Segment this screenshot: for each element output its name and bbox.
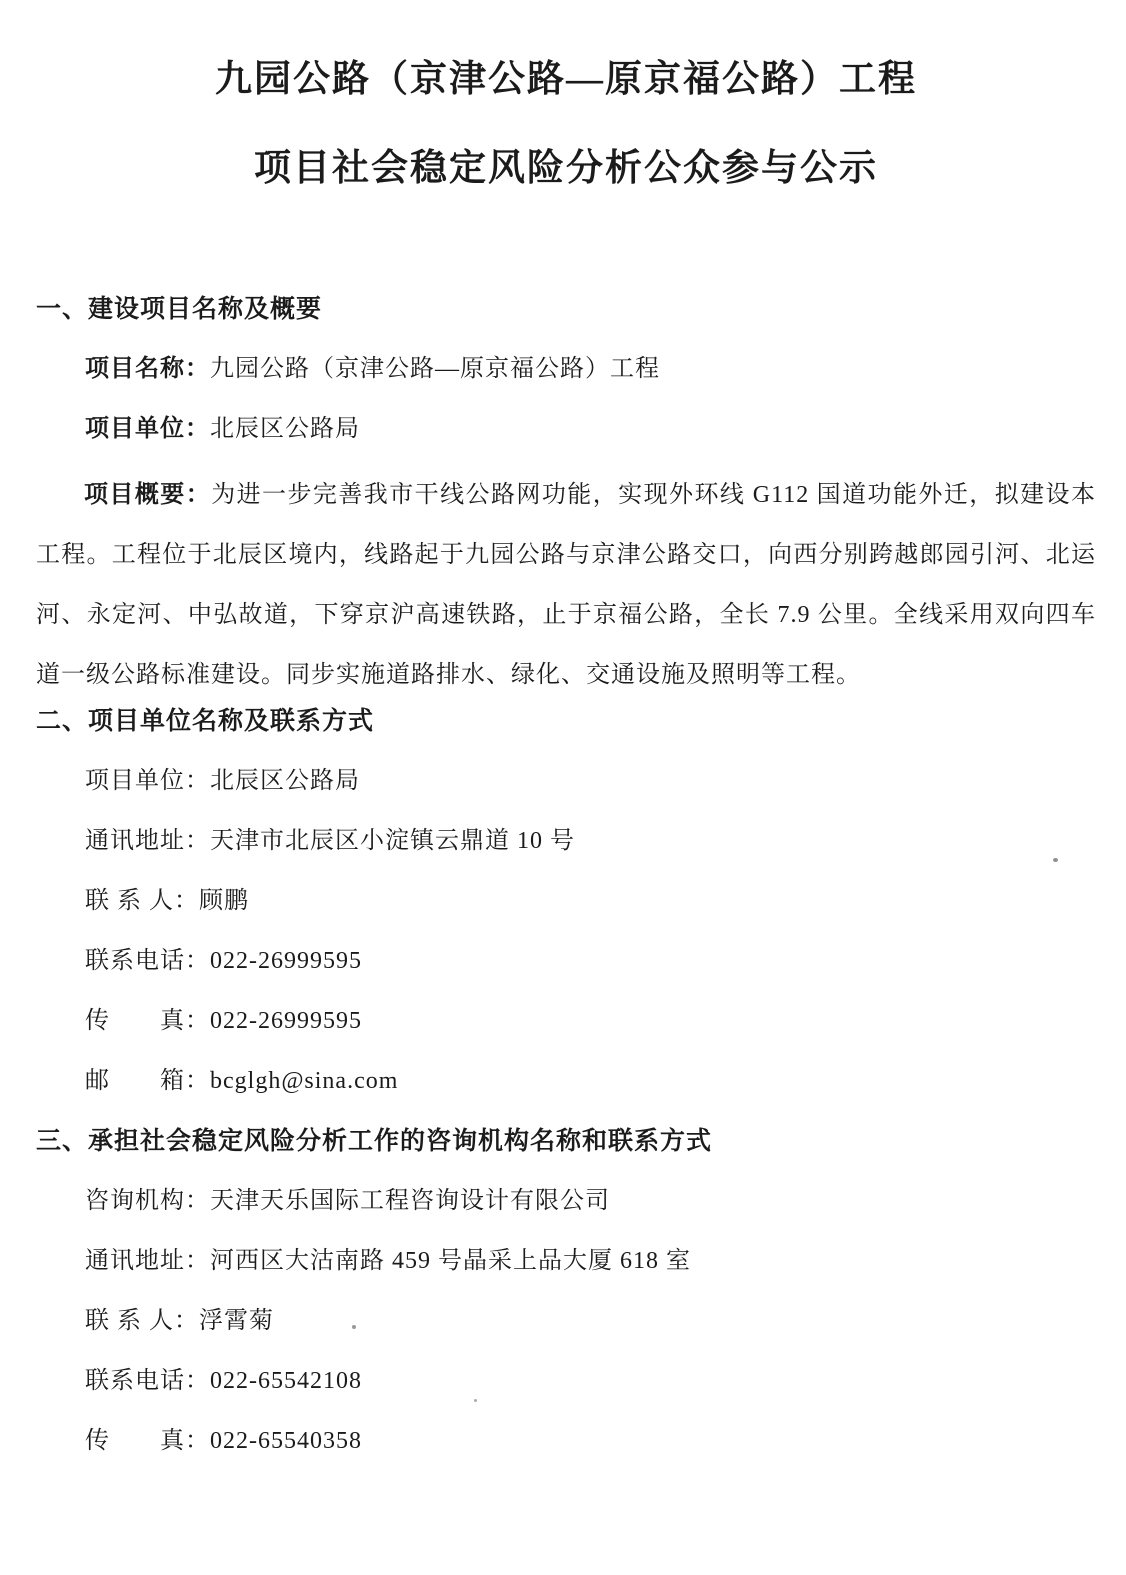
field-label: 联 系 人：: [85, 1308, 199, 1334]
field-value: 北辰区公路局: [210, 768, 360, 794]
field-value: 022-65540358: [210, 1428, 362, 1454]
field-label: 联 系 人：: [85, 888, 199, 914]
field-value: bcglgh@sina.com: [210, 1068, 399, 1094]
document-title-line-1: 九园公路（京津公路—原京福公路）工程: [215, 59, 917, 100]
field-label: 传 真：: [85, 1428, 210, 1454]
field-row-fax: [36, 1425, 1096, 1457]
field-value: 河西区大沽南路 459 号晶采上品大厦 618 室: [210, 1248, 691, 1274]
section-1-heading: 一、建设项目名称及概要: [36, 296, 323, 323]
field-label: 通讯地址：: [85, 1248, 210, 1274]
document-title: [36, 58, 1096, 191]
summary-text: 为进一步完善我市干线公路网功能，实现外环线 G112 国道功能外迁，拟建设本工程。工程位于北辰区境内，线路起于九园公路与京津公路交口，向西分别跨越郎园引河、北运河、永定河、中弘故道，下穿京沪高速铁路，止于京福公路，全长 7.9 公里。全线采用双向四车道一级公路标准建设。同步实施道路排水、绿化、交通设施及照明等工程。: [36, 482, 1096, 688]
field-value: 022-26999595: [210, 948, 362, 974]
field-row-phone: [36, 945, 1096, 977]
field-label: 联系电话：: [85, 1368, 210, 1394]
field-value: 浮霄菊: [199, 1308, 274, 1334]
field-row-contact-person: [36, 885, 1096, 917]
field-label: 通讯地址：: [85, 828, 210, 854]
document-title-line-2: 项目社会稳定风险分析公众参与公示: [254, 148, 878, 189]
field-label: 项目名称：: [85, 356, 210, 382]
field-row-address: [36, 825, 1096, 857]
field-label: 项目单位：: [85, 416, 210, 442]
field-row-fax: [36, 1005, 1096, 1037]
section-3-heading: 三、承担社会稳定风险分析工作的咨询机构名称和联系方式: [36, 1128, 713, 1155]
scan-speck: [474, 1399, 477, 1402]
field-row-phone: [36, 1365, 1096, 1397]
field-value: 天津市北辰区小淀镇云鼎道 10 号: [210, 828, 575, 854]
field-label: 联系电话：: [85, 948, 210, 974]
scan-speck: [1053, 858, 1058, 862]
field-row-unit: [36, 765, 1096, 797]
field-label: 邮 箱：: [85, 1068, 210, 1094]
field-row-email: [36, 1065, 1096, 1097]
field-row-contact-person: [36, 1305, 1096, 1337]
field-value: 022-26999595: [210, 1008, 362, 1034]
field-value: 北辰区公路局: [210, 416, 360, 442]
project-summary-paragraph: [36, 465, 1096, 705]
field-row-address: [36, 1245, 1096, 1277]
project-name-row: [36, 353, 1096, 385]
field-row-consultant: [36, 1185, 1096, 1217]
field-value: 天津天乐国际工程咨询设计有限公司: [210, 1188, 610, 1214]
summary-label: 项目概要：: [84, 482, 212, 508]
field-label: 项目单位：: [85, 768, 210, 794]
field-label: 咨询机构：: [85, 1188, 210, 1214]
field-value: 顾鹏: [199, 888, 249, 914]
field-value: 022-65542108: [210, 1368, 362, 1394]
scan-speck: [352, 1325, 356, 1329]
section-2-heading: 二、项目单位名称及联系方式: [36, 708, 375, 735]
field-value: 九园公路（京津公路—原京福公路）工程: [210, 356, 660, 382]
field-label: 传 真：: [85, 1008, 210, 1034]
project-unit-row: [36, 413, 1096, 445]
